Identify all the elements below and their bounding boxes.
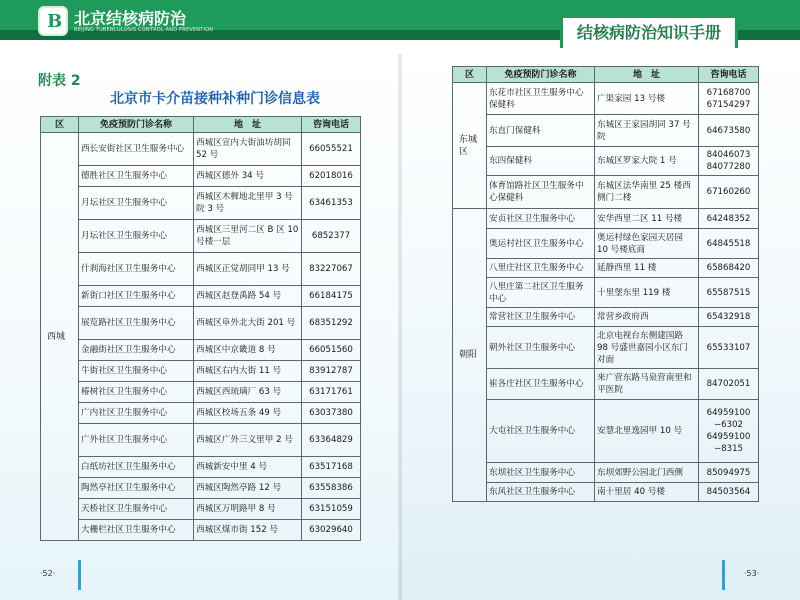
header-clinic: 免疫预防门诊名称 (79, 117, 194, 133)
phone-cell: 64845518 (699, 229, 759, 259)
clinic-name-cell: 奥运村社区卫生服务中心 (487, 229, 595, 259)
table-row (453, 259, 759, 278)
header-district: 区 (453, 67, 487, 83)
left-edge-tab (78, 560, 81, 590)
district-cell: 西城 (41, 133, 79, 541)
org-name: 北京结核病防治 (74, 9, 187, 28)
table-row (453, 483, 759, 502)
clinic-name-cell: 东坝社区卫生服务中心 (487, 463, 595, 483)
org-logo-icon: B (38, 6, 68, 36)
phone-cell: 64248352 (699, 209, 759, 229)
phone-cell: 84702051 (699, 369, 759, 400)
address-cell: 西城区西琉璃厂 63 号 (194, 382, 302, 403)
table-row (453, 463, 759, 483)
phone-cell: 68351292 (302, 307, 361, 340)
clinic-name-cell: 朝外社区卫生服务中心 (487, 327, 595, 369)
left-clinic-table (40, 116, 361, 541)
handbook-title: 结核病防治知识手册 (560, 18, 738, 48)
address-cell: 西城区陶然亭路 12 号 (194, 478, 302, 499)
address-cell: 西城区万明路甲 8 号 (194, 499, 302, 520)
table-row (41, 187, 361, 220)
address-cell: 安慧北里逸园甲 10 号 (595, 400, 699, 463)
table-row (41, 253, 361, 286)
table-row (41, 361, 361, 382)
address-cell: 东城区王家园胡同 37 号院 (595, 115, 699, 147)
clinic-name-cell: 展览路社区卫生服务中心 (79, 307, 194, 340)
table-row (41, 457, 361, 478)
clinic-name-cell: 崔各庄社区卫生服务中心 (487, 369, 595, 400)
phone-cell: 64673580 (699, 115, 759, 147)
header-phone: 咨询电话 (699, 67, 759, 83)
page-number-right: ·53· (744, 569, 760, 578)
address-cell: 广渠家园 13 号楼 (595, 83, 699, 115)
clinic-name-cell: 东花市社区卫生服务中心保健科 (487, 83, 595, 115)
table-row (453, 209, 759, 229)
phone-cell: 65432918 (699, 308, 759, 327)
header-district: 区 (41, 117, 79, 133)
clinic-name-cell: 新街口社区卫生服务中心 (79, 286, 194, 307)
clinic-name-cell: 西长安街社区卫生服务中心 (79, 133, 194, 166)
phone-cell: 63517168 (302, 457, 361, 478)
address-cell: 西城区木樨地北里甲 3 号院 3 号 (194, 187, 302, 220)
clinic-name-cell: 安贞社区卫生服务中心 (487, 209, 595, 229)
address-cell: 东城区法华南里 25 楼西侧门二楼 (595, 176, 699, 209)
clinic-name-cell: 广外社区卫生服务中心 (79, 424, 194, 457)
clinic-name-cell: 白纸坊社区卫生服务中心 (79, 457, 194, 478)
phone-cell: 63364829 (302, 424, 361, 457)
address-cell: 常营乡政府西 (595, 308, 699, 327)
clinic-name-cell: 东风社区卫生服务中心 (487, 483, 595, 502)
address-cell: 南十里居 40 号楼 (595, 483, 699, 502)
clinic-name-cell: 体育馆路社区卫生服务中心保健科 (487, 176, 595, 209)
phone-cell: 65868420 (699, 259, 759, 278)
phone-cell: 83227067 (302, 253, 361, 286)
address-cell: 奥运村绿色家园天居园 10 号楼底商 (595, 229, 699, 259)
clinic-name-cell: 大屯社区卫生服务中心 (487, 400, 595, 463)
annex-label: 附表 2 (38, 73, 81, 89)
page-header (0, 0, 800, 54)
address-cell: 西城区阜外北大街 201 号 (194, 307, 302, 340)
clinic-name-cell: 月坛社区卫生服务中心 (79, 220, 194, 253)
phone-cell: 84503564 (699, 483, 759, 502)
header-address: 地 址 (595, 67, 699, 83)
table-row (41, 133, 361, 166)
address-cell: 东坝郊野公园北门西侧 (595, 463, 699, 483)
right-clinic-table (452, 66, 759, 502)
header-clinic: 免疫预防门诊名称 (487, 67, 595, 83)
phone-cell: 66184175 (302, 286, 361, 307)
phone-cell: 63171761 (302, 382, 361, 403)
table-header-row (453, 67, 759, 83)
table-row (41, 166, 361, 187)
table-title: 北京市卡介苗接种补种门诊信息表 (110, 91, 320, 107)
phone-cell: 67160260 (699, 176, 759, 209)
table-row (453, 147, 759, 176)
address-cell: 西城区正觉胡同甲 13 号 (194, 253, 302, 286)
clinic-name-cell: 陶然亭社区卫生服务中心 (79, 478, 194, 499)
address-cell: 十里堡东里 119 楼 (595, 278, 699, 308)
address-cell: 西城区德外 34 号 (194, 166, 302, 187)
phone-cell: 65587515 (699, 278, 759, 308)
address-cell: 西城区校场五条 49 号 (194, 403, 302, 424)
phone-cell: 63037380 (302, 403, 361, 424)
book-spine (398, 54, 402, 600)
table-row (453, 83, 759, 115)
address-cell: 西城区三里河二区 B 区 10 号楼一层 (194, 220, 302, 253)
phone-cell: 63151059 (302, 499, 361, 520)
right-edge-tab (722, 560, 725, 590)
page-number-left: ·52· (40, 569, 56, 578)
table-row (41, 499, 361, 520)
address-cell: 西城区赵登禹路 54 号 (194, 286, 302, 307)
clinic-name-cell: 牛街社区卫生服务中心 (79, 361, 194, 382)
clinic-name-cell: 八里庄社区卫生服务中心 (487, 259, 595, 278)
phone-cell: 63558386 (302, 478, 361, 499)
address-cell: 西城区广外三义里甲 2 号 (194, 424, 302, 457)
clinic-name-cell: 月坛社区卫生服务中心 (79, 187, 194, 220)
address-cell: 西城区中京畿道 8 号 (194, 340, 302, 361)
address-cell: 东城区罗家大院 1 号 (595, 147, 699, 176)
phone-cell: 64959100 −6302 64959100 −8315 (699, 400, 759, 463)
clinic-name-cell: 广内社区卫生服务中心 (79, 403, 194, 424)
address-cell: 延静西里 11 楼 (595, 259, 699, 278)
table-row (453, 400, 759, 463)
phone-cell: 63461353 (302, 187, 361, 220)
clinic-name-cell: 什刹海社区卫生服务中心 (79, 253, 194, 286)
table-row (453, 115, 759, 147)
phone-cell: 83912787 (302, 361, 361, 382)
header-address: 地 址 (194, 117, 302, 133)
address-cell: 安华西里二区 11 号楼 (595, 209, 699, 229)
table-row (41, 382, 361, 403)
clinic-name-cell: 金融街社区卫生服务中心 (79, 340, 194, 361)
table-row (41, 220, 361, 253)
phone-cell: 66055521 (302, 133, 361, 166)
table-row (41, 424, 361, 457)
table-row (453, 176, 759, 209)
address-cell: 西城区煤市街 152 号 (194, 520, 302, 541)
table-header-row (41, 117, 361, 133)
phone-cell: 6852377 (302, 220, 361, 253)
clinic-name-cell: 东四保健科 (487, 147, 595, 176)
address-cell: 西城区右内大街 11 号 (194, 361, 302, 382)
table-row (453, 229, 759, 259)
table-row (453, 278, 759, 308)
address-cell: 北京电视台东侧建国路 98 号盛世嘉园小区东门对面 (595, 327, 699, 369)
district-cell: 东城区 (453, 83, 487, 209)
table-row (41, 340, 361, 361)
org-name-en: BEIJING TUBERCULOSIS CONTROL AND PREVENTION (74, 27, 214, 33)
address-cell: 来广营东路马泉营南里和平医院 (595, 369, 699, 400)
phone-cell: 62018016 (302, 166, 361, 187)
clinic-name-cell: 大栅栏社区卫生服务中心 (79, 520, 194, 541)
header-phone: 咨询电话 (302, 117, 361, 133)
clinic-name-cell: 德胜社区卫生服务中心 (79, 166, 194, 187)
address-cell: 西城新安中里 4 号 (194, 457, 302, 478)
table-row (41, 403, 361, 424)
clinic-name-cell: 天桥社区卫生服务中心 (79, 499, 194, 520)
district-cell: 朝阳 (453, 209, 487, 502)
phone-cell: 66051560 (302, 340, 361, 361)
address-cell: 西城区宣内大街油坊胡同 52 号 (194, 133, 302, 166)
clinic-name-cell: 椿树社区卫生服务中心 (79, 382, 194, 403)
table-row (453, 308, 759, 327)
clinic-name-cell: 八里庄第二社区卫生服务中心 (487, 278, 595, 308)
phone-cell: 63029640 (302, 520, 361, 541)
table-row (41, 520, 361, 541)
table-row (41, 286, 361, 307)
table-row (453, 369, 759, 400)
table-row (41, 307, 361, 340)
phone-cell: 84046073 84077280 (699, 147, 759, 176)
table-row (453, 327, 759, 369)
clinic-name-cell: 常营社区卫生服务中心 (487, 308, 595, 327)
clinic-name-cell: 东直门保健科 (487, 115, 595, 147)
table-row (41, 478, 361, 499)
phone-cell: 67168700 67154297 (699, 83, 759, 115)
phone-cell: 65533107 (699, 327, 759, 369)
phone-cell: 85094975 (699, 463, 759, 483)
